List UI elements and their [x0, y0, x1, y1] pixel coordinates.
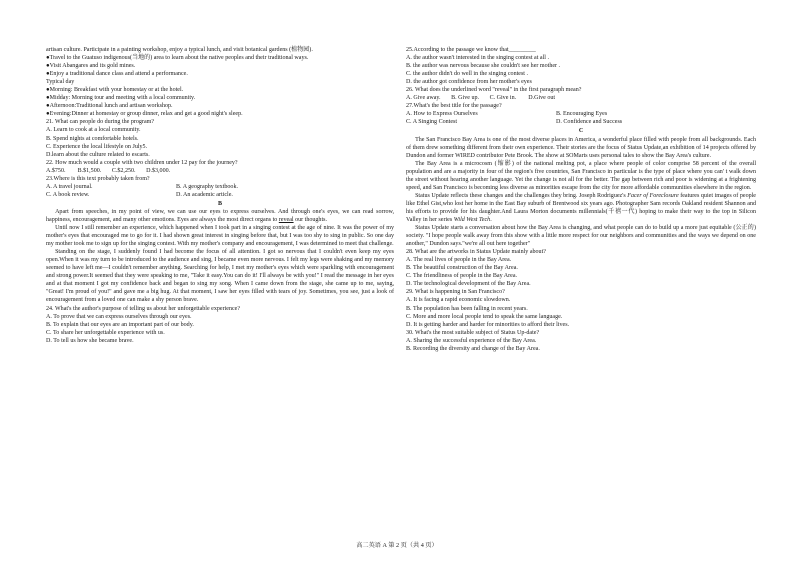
- q23-option-d: D. An academic article.: [176, 191, 233, 198]
- q25-option-a: A. the author wasn't interested in the singing contest at all .: [406, 55, 549, 62]
- question-21: 21. What can people do during the program?: [46, 119, 155, 126]
- q29-option-b: B. The population has been falling in recent years.: [406, 305, 528, 312]
- q26-options: A. Give away. B. Give up. C. Give in. D.Give out: [406, 95, 556, 102]
- underlined-word: reveal: [278, 216, 294, 223]
- q25-option-c: C. the author didn't do well in the singing contest .: [406, 71, 529, 78]
- q29-option-d: D. It is getting harder and harder for minorities to afford their lives.: [406, 321, 570, 328]
- q29-option-a: A. It is facing a rapid economic slowdown.: [406, 297, 511, 304]
- q24-option-a: A. To prove that we can express ourselves through our eyes.: [46, 313, 192, 320]
- q21-option-d: D.learn about the culture related to escarts.: [46, 151, 150, 158]
- page-footer: 高二英语 A 第 2 页（共 4 页）: [356, 542, 438, 549]
- q23-option-b: B. A geography textbook.: [176, 183, 238, 190]
- question-27: 27.What's the best title for the passage?: [406, 103, 502, 110]
- typical-day-item: ●Afternoon:Traditional lunch and artisan workshop.: [46, 103, 173, 110]
- q28-option-a: A. The real lives of people in the Bay Area.: [406, 257, 512, 264]
- typical-day-item: ●Midday: Morning tour and meeting with a local community.: [46, 95, 196, 102]
- q27-options-row2: [406, 118, 756, 126]
- passage-c-paragraph-1: The San Francisco Bay Area is one of the most diverse places in America, a wonderful place filled with people from all backgrounds. Each of them drew something different from their own experience. Their stories are the focus of Status Update,an exhibition of 14 projects offered by Dundon and former WIRED contributor Pete Brook. The show at SOMarts uses personal tales to show the Bay Area's culture.: [406, 136, 756, 159]
- q27-option-d: D. Confidence and Success: [556, 119, 623, 126]
- q22-options: A.$750. B.$1,500. C.$2,250. D.$3,000.: [46, 167, 171, 174]
- italic-title: Wild West Tech: [453, 216, 491, 223]
- passage-b-paragraph-1: Apart from speeches, in my point of view, we can use our eyes to express ourselves. And through one's eyes, we can read sorrow, happiness, encouragement, and many other emotions. Eyes are always the most direct organs to reveal our thoughts.: [46, 208, 394, 223]
- left-column: [46, 46, 394, 345]
- question-29: 29. What is happening in San Francisco?: [406, 289, 505, 296]
- q23-options-row2: [46, 191, 394, 199]
- question-30: 30. What's the most suitable subject of Status Up-date?: [406, 329, 540, 336]
- q30-option-b: B. Recording the diversity and change of the Bay Area.: [406, 345, 540, 352]
- q28-option-b: B. The beautiful construction of the Bay Area.: [406, 265, 518, 272]
- question-24: 24. What's the author's purpose of telling us about her unforgettable experience?: [46, 305, 241, 312]
- q27-option-c: C. A Singing Contest: [406, 119, 458, 126]
- q27-options-row1: [406, 110, 756, 118]
- q21-option-b: B. Spend nights at comfortable hotels.: [46, 135, 139, 142]
- q24-option-b: B. To explain that our eyes are an important part of our body.: [46, 321, 194, 328]
- passage-b-paragraph-3: Standing on the stage, I suddenly found I had become the focus of all attention. I got so nervous that I couldn't even keep my eyes open.When it was my turn to be introduced to the audience and sing, I became even more nervous. I felt my legs were shaking and my memory seemed to have left me—I couldn't remember anything. Searching for help, I met my mother's eyes which were sparkling with encouragement and strong power.It seemed that they were speaking to me, "Take it easy.You can do it! I'll always be with you!" I read the message in her eyes and at that moment I got my confidence back and began to sing my song. When I came down from the stage, she came up to me, saying, "Great! I'm proud of you!" and gave me a big hug. At that moment, I saw her eyes filled with tears of joy. Sometimes, you see, just a look of encouragement from a loved one can make a shy person brave.: [46, 249, 394, 304]
- q24-option-d: D. To tell us how she became brave.: [46, 337, 134, 344]
- q30-option-a: A. Sharing the successful experience of the Bay Area.: [406, 337, 537, 344]
- intro-line: ●Travel to the Guatuso indigenous(当地的) area to learn about the native peoples and their traditional ways.: [46, 55, 309, 62]
- passage-b-paragraph-2: Until now I still remember an experience, which happened when I took part in a singing contest at the age of nine. It was the power of my mother's eyes that encouraged me to go for it. I had shown great interest in singing before that, but I was too shy to sing in public. So one day my mother took me to sign up for the singing contest. With my mother's company and encouragement, I was determined to meet that challenge.: [46, 225, 394, 248]
- intro-line: artisan culture. Participate in a painting workshop, enjoy a typical lunch, and visit botanical gardens (植物园).: [46, 47, 313, 53]
- question-28: 28. What are the artworks in Status Update mainly about?: [406, 249, 546, 256]
- q21-option-c: C. Experience the local lifestyle on July5.: [46, 143, 148, 150]
- q25-option-b: B. the author was nervous because she couldn't see her mother .: [406, 63, 561, 70]
- intro-line: ●Visit Abangares and its gold mines.: [46, 63, 136, 70]
- q29-option-c: C. More and more local people tend to speak the same language.: [406, 313, 563, 320]
- italic-title: Facer of Foreclosure: [627, 192, 679, 199]
- q25-option-d: D. the author got confidence from her mother's eyes: [406, 79, 532, 86]
- q24-option-c: C. To share her unforgettable experience with us.: [46, 329, 165, 336]
- intro-line: ●Enjoy a traditional dance class and attend a performance.: [46, 71, 188, 78]
- q23-options-row1: [46, 183, 394, 191]
- q21-option-a: A. Learn to cook at a local community.: [46, 127, 141, 134]
- passage-c-paragraph-3: Status Update reflects these changes and the challenges they bring. Joseph Rodriguez's Facer of Foreclosure features quiet images of people like Ethel Gist,who lost her home in the East Bay suburb of Brentwood six years ago. Photographer Sam records Oakland resident Shannon and his efforts to provide for his daughter.And Laura Morton documents millennials(千禧一代) hoping to make their way to the top in Silicon Valley in her series Wild West Tech.: [406, 192, 756, 223]
- q28-option-d: D. The technological development of the Bay Area.: [406, 281, 531, 288]
- question-22: 22. How much would a couple with two children under 12 pay for the journey?: [46, 159, 238, 166]
- q23-option-a: A. A travel journal.: [46, 183, 93, 190]
- typical-day-item: ●Morning: Breakfast with your homestay or at the hotel.: [46, 87, 184, 94]
- question-26: 26. What does the underlined word "reveal" in the first paragraph mean?: [406, 87, 582, 94]
- q23-option-c: C. A book review.: [46, 191, 90, 198]
- section-c-heading: C: [578, 128, 584, 135]
- section-b-heading: B: [217, 200, 223, 207]
- typical-day-item: ●Evening:Dinner at homestay or group dinner, relax and get a good night's sleep.: [46, 111, 243, 118]
- typical-day-heading: Typical day: [46, 79, 75, 86]
- q27-option-a: A. How to Express Ourselves: [406, 111, 478, 118]
- q28-option-c: C. The friendliness of people in the Bay Area.: [406, 273, 518, 280]
- question-25: 25.According to the passage we know that_________: [406, 47, 536, 53]
- right-column: [406, 46, 756, 353]
- passage-c-paragraph-4: Status Update starts a conversation about how the Bay Area is changing, and what people can do to build up a more just equitable (公正的) society. "I hope people walk away from this show with a little more respect for our neighbors and communities and the ways we depend on one another," Dundon says."we're all out here together": [406, 225, 756, 248]
- q27-option-b: B. Encouraging Eyes: [556, 111, 608, 118]
- passage-c-paragraph-2: The Bay Area is a microcosm (缩影) of the national melting pot, a place where people of color comprise 58 percent of the overall population and are a majority in four of the region's five countries, San Francisco in particular is the type of place where you can' t walk down the street without hearing another language. Yet the change is not all for the better. The gap between rich and poor is widening at a frightening speed, and San Francisco is becoming less diverse as minorities escape from the city for more affordable communities elsewhere in the region.: [406, 160, 756, 191]
- question-23: 23.Where is this text probably taken from?: [46, 175, 150, 182]
